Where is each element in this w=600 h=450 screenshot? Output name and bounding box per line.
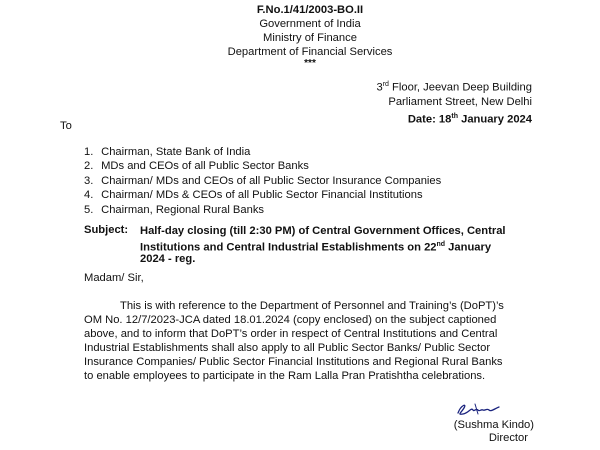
letter-date: Date: 18th January 2024 (407, 112, 532, 126)
signatory-designation: Director (488, 432, 528, 444)
subject-line-1: Half-day closing (till 2:30 PM) of Central Government Offices, Central (140, 225, 506, 237)
body-line: This is with reference to the Department of Personnel and Training’s (DoPT)’s (120, 300, 504, 312)
salutation: Madam/ Sir, (84, 272, 144, 284)
body-line: Insurance Companies/ Public Sector Financial Institutions and Regional Rural Banks (84, 356, 503, 368)
to-label: To (60, 120, 72, 132)
address-block (376, 78, 532, 127)
recipient-list (84, 145, 441, 217)
list-item: 2. MDs and CEOs of all Public Sector Banks (84, 160, 309, 173)
signatory-name: (Sushma Kindo) (453, 419, 534, 431)
signature-image (455, 399, 503, 419)
letter-header (180, 3, 440, 69)
address-line-2: Parliament Street, New Delhi (388, 96, 532, 109)
body-line: to enable employees to participate in the Ram Lalla Pran Pratishtha celebrations. (84, 370, 486, 382)
header-separator: *** (304, 58, 316, 69)
header-department: Department of Financial Services (227, 46, 393, 58)
list-item: 4. Chairman/ MDs & CEOs of all Public Sector Financial Institutions (84, 189, 423, 202)
header-government: Government of India (259, 18, 361, 30)
body-line: above, and to inform that DoPT’s order in respect of Central Institutions and Central (84, 328, 498, 340)
body-line: OM No. 12/7/2023-JCA dated 18.01.2024 (copy enclosed) on the subject captioned (84, 314, 497, 326)
list-item: 3. Chairman/ MDs and CEOs of all Public Sector Insurance Companies (84, 174, 442, 187)
subject-line-3: 2024 - reg. (140, 253, 196, 265)
address-line-1: 3rd Floor, Jeevan Deep Building (376, 81, 532, 94)
list-item: 1. Chairman, State Bank of India (84, 146, 251, 158)
file-number: F.No.1/41/2003-BO.II (256, 4, 364, 16)
subject-label: Subject: (84, 224, 129, 236)
list-item: 5. Chairman, Regional Rural Banks (84, 203, 265, 216)
body-line: Industrial Establishments shall also apply to all Public Sector Banks/ Public Sector (84, 342, 491, 354)
header-ministry: Ministry of Finance (263, 32, 357, 44)
subject-line-2: Institutions and Central Industrial Establishments on 22nd January (140, 241, 492, 254)
